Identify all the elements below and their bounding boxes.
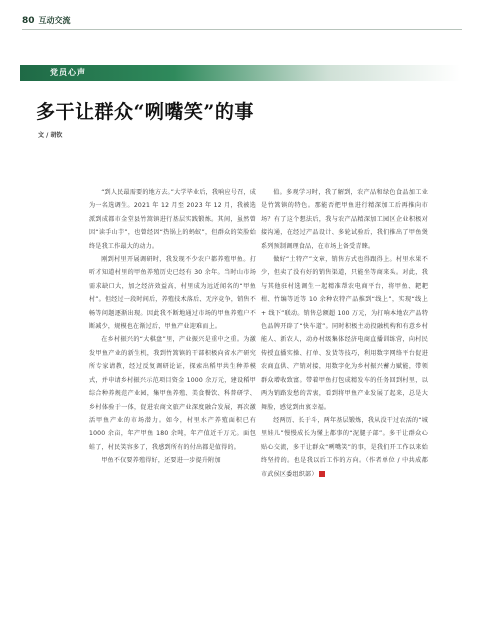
- article-byline: 文 / 胡钦: [38, 132, 63, 139]
- paragraph: 做好“土特产”文章，销售方式也得跟得上。村里水果不少，但卖了没有好的销售渠道，只能坐等商来头。对此，我与其他驻村选调生一起精准帮农电商平台，将甲鱼、耙耙柑、竹编等近等 10 余种农特产品推到“线上”，实现“线上 + 线下”联动。销售总额超 100 万元，为打响本地农产品特色品牌开辟了“快车道”。同时积极主动投融机构和有意乡村能人、新农人，动办村级集体经济电商直播训练营，向村民传授直播实操、打单、发货等技巧，利用数字网络平台促进农商直供、产销对接，用数字化为乡村振兴蓄力赋能，带领群众增收致富。带着甲鱼打包成精发车的任务回到村里，以两为销路发愁的苦衷，看到将甲鱼产业发展了起来，总是大舞脸，感觉到由衷幸福。: [261, 256, 428, 411]
- paragraph: 刚到村里开展调研时，我发现不少农户都养殖甲鱼。打听才知道村里的甲鱼养殖历史已经有 30 余年。当时山市场需求缺口大，加之经济效益高，村里成为远近闻名的“甲鱼村”。但经过一段时间后，养殖技术落后、无序竞争，销售不畅等问题逐渐出现。因此我不断地通过市场的甲鱼养殖户不断减少，规模也在渐过后，甲鱼产业迎难而上。: [89, 256, 256, 331]
- page-number: 80: [22, 15, 35, 26]
- header-divider: [22, 29, 462, 30]
- column-badge-label: 党员心声: [50, 68, 86, 77]
- paragraph: 在乡村振兴的“大棋盘”里，产业振兴是重中之重。为激发甲鱼产业的新生机，我到竹篙镇的干部积极向省水产研究所专家请教，经过反复调研论证，探索出稻甲共生种养模式，并申请乡村振兴示范项目资金 1000 余万元，建设稻甲综合种养规范产业园，集甲鱼养殖、美食餐饮、科普研学、乡村体验于一体，促进农商文旅产业深度融合发展，再次激活甲鱼产业的市场潜力。如今，村里水产养殖面积已有 1000 余亩，年产甲鱼 180 余吨，年产值近千万元。面包蛙了，村民笑容多了，我感到所有的付出都是值得的。: [89, 336, 256, 451]
- paragraph: 值。多观学习时，我了解到，农产品和绿色食品加工业是竹篙镇的特色。那能否把甲鱼进行精深加工后再推向市场？有了这个想法后，我与农产品精深加工园区企业积极对接沟通，在经过产品设计、多轮试验后，我们推出了甲鱼煲系列预制调理食品，在市场上备受青睐。: [261, 189, 428, 250]
- article-title: 多干让群众“咧嘴笑”的事: [36, 101, 254, 123]
- article-column-left: [89, 186, 256, 468]
- paragraph: “到人民最需要的地方去。”大学毕业后，我响应号召，成为一名选调生。2021 年 12 月至 2023 年 12 月，我被选派到成都市金堂县竹篙镇进行基层实践锻炼。其间，虽然曾因“读手山芋”，也曾经因“热锅上的蚂蚁”，但群众的笑脸始终是我工作最大的动力。: [89, 189, 256, 250]
- section-name: 互动交流: [38, 16, 71, 25]
- paragraph: 甲鱼不仅要养殖得好，还要进一步提升附加: [101, 457, 221, 465]
- page-header: [22, 15, 71, 26]
- column-badge: [20, 65, 460, 81]
- paragraph-final-text: 经两历、长于斗，两年基层锻炼，我从没干过农活的“城里娃儿”慢慢成长为懂上都事的“泥腿子部”。多干让群众心贴心交流，多干让群众“咧嘴笑”的事，是我们开工作以来始终坚持的。也是我以后工作的方向。（作者单位 / 中共成都市武侯区委组织部）: [261, 416, 428, 478]
- article-column-right: [261, 186, 428, 481]
- paragraph-final: [261, 414, 428, 481]
- end-mark-icon: [319, 471, 325, 477]
